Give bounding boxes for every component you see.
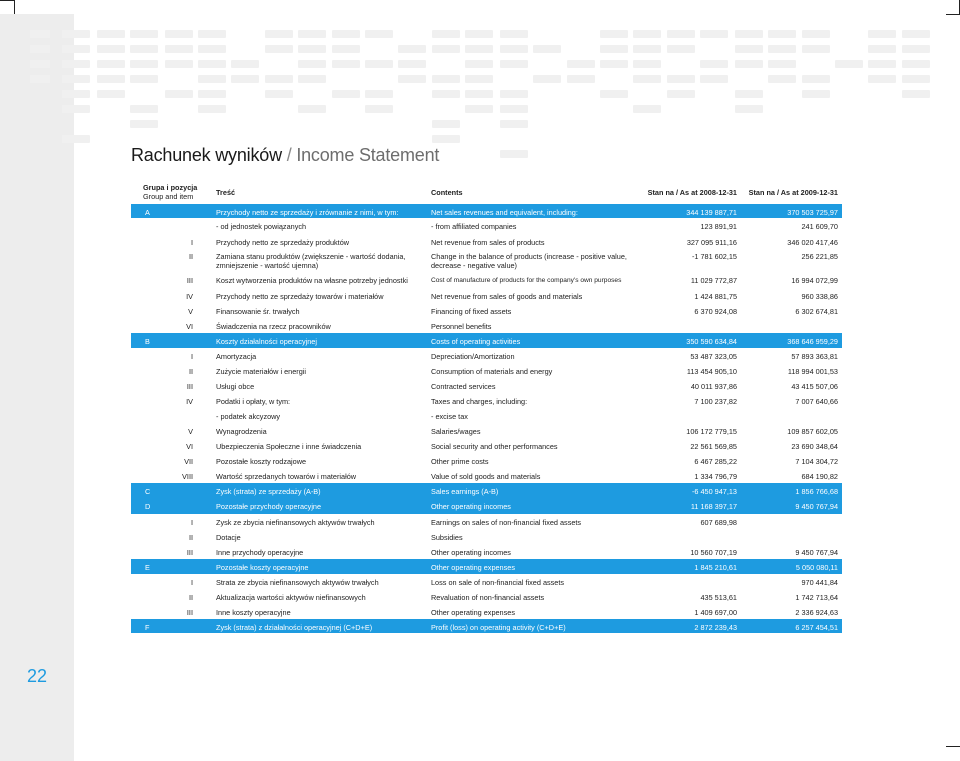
row-value-2009: 6 302 674,81 bbox=[795, 307, 838, 316]
table-row bbox=[131, 378, 842, 393]
row-label-pl: Inne przychody operacyjne bbox=[216, 548, 304, 557]
row-label-pl: Zużycie materiałów i energii bbox=[216, 367, 307, 376]
row-roman: V bbox=[188, 427, 193, 436]
row-roman: III bbox=[186, 276, 193, 285]
row-value-2008: 11 168 397,17 bbox=[690, 502, 737, 511]
row-value-2008: 1 845 210,61 bbox=[694, 563, 737, 572]
row-label-en: Other operating incomes bbox=[431, 502, 511, 511]
row-value-2008: 1 409 697,00 bbox=[694, 608, 737, 617]
row-label-en: Net revenue from sales of products bbox=[431, 238, 545, 247]
row-label-en: Earnings on sales of non-financial fixed assets bbox=[431, 518, 582, 527]
row-roman: I bbox=[190, 238, 193, 247]
header-content-pl: Treść bbox=[216, 188, 236, 197]
row-label-pl: Przychody netto ze sprzedaży produktów bbox=[216, 238, 350, 247]
row-value-2009: 1 856 766,68 bbox=[795, 487, 838, 496]
row-roman: IV bbox=[186, 292, 193, 301]
table-row bbox=[131, 348, 842, 363]
row-roman: III bbox=[186, 548, 193, 557]
row-roman: II bbox=[188, 367, 193, 376]
table-row bbox=[131, 408, 842, 423]
row-label-pl: Ubezpieczenia Społeczne i inne świadczenia bbox=[216, 442, 362, 451]
row-label-pl: Koszty działalności operacyjnej bbox=[216, 337, 317, 346]
row-value-2008: 53 487 323,05 bbox=[690, 352, 737, 361]
page-title bbox=[131, 145, 439, 166]
row-roman: II bbox=[188, 533, 193, 542]
table-row bbox=[131, 272, 842, 288]
title-english: Income Statement bbox=[296, 145, 440, 165]
row-label-en: Loss on sale of non-financial fixed assets bbox=[431, 578, 565, 587]
row-roman: I bbox=[190, 578, 193, 587]
income-statement-table bbox=[131, 183, 842, 633]
row-label-pl: Koszt wytworzenia produktów na własne potrzeby jednostki bbox=[216, 276, 408, 285]
row-label-en: Net revenue from sales of goods and materials bbox=[431, 292, 583, 301]
crop-mark-bottom-right bbox=[946, 746, 960, 747]
title-polish: Rachunek wyników bbox=[131, 145, 282, 165]
row-label-en: - from affiliated companies bbox=[431, 222, 517, 231]
row-label-en: Financing of fixed assets bbox=[431, 307, 512, 316]
row-label-en: Subsidies bbox=[431, 533, 463, 542]
row-value-2009: 346 020 417,46 bbox=[787, 238, 838, 247]
row-value-2009: 9 450 767,94 bbox=[795, 548, 838, 557]
row-value-2009: 57 893 363,81 bbox=[791, 352, 838, 361]
table-row bbox=[131, 248, 842, 272]
header-content-en: Contents bbox=[431, 188, 463, 197]
row-label-en: Other prime costs bbox=[431, 457, 489, 466]
row-label-pl: Amortyzacja bbox=[216, 352, 257, 361]
row-label-pl: Przychody netto ze sprzedaży i zrównanie z nimi, w tym: bbox=[216, 208, 399, 217]
row-label-pl: Świadczenia na rzecz pracowników bbox=[216, 322, 331, 331]
row-label-pl: Zysk (strata) ze sprzedaży (A-B) bbox=[216, 487, 321, 496]
row-value-2008: 2 872 239,43 bbox=[694, 623, 737, 632]
table-row bbox=[131, 574, 842, 589]
row-value-2008: 344 139 887,71 bbox=[686, 208, 737, 217]
row-value-2009: 9 450 767,94 bbox=[795, 502, 838, 511]
row-label-en: Other operating incomes bbox=[431, 548, 511, 557]
row-label-pl: Finansowanie śr. trwałych bbox=[216, 307, 300, 316]
table-row bbox=[131, 589, 842, 604]
row-label-en: Other operating expenses bbox=[431, 608, 515, 617]
row-value-2009: 23 690 348,64 bbox=[791, 442, 838, 451]
row-label-pl: Zysk ze zbycia niefinansowych aktywów trwałych bbox=[216, 518, 375, 527]
row-value-2009: 960 338,86 bbox=[801, 292, 838, 301]
row-letter: D bbox=[145, 502, 151, 511]
table-row bbox=[131, 604, 842, 619]
row-label-en: Net sales revenues and equivalent, including: bbox=[431, 208, 578, 217]
row-label-pl: Inne koszty operacyjne bbox=[216, 608, 291, 617]
row-label-pl: Zysk (strata) z działalności operacyjnej (C+D+E) bbox=[216, 623, 373, 632]
row-value-2008: 7 100 237,82 bbox=[694, 397, 737, 406]
row-value-2009: 6 257 454,51 bbox=[795, 623, 838, 632]
row-label-en: Cost of manufacture of products for the company's own purposes bbox=[431, 277, 622, 284]
row-roman: VI bbox=[186, 322, 193, 331]
table-row bbox=[131, 363, 842, 378]
row-value-2009: 7 104 304,72 bbox=[795, 457, 838, 466]
table-header bbox=[131, 183, 842, 204]
row-value-2009: 5 050 080,11 bbox=[795, 563, 838, 572]
row-label-en: Value of sold goods and materials bbox=[431, 472, 541, 481]
row-label-pl: Pozostałe koszty operacyjne bbox=[216, 563, 309, 572]
row-label-pl: Pozostałe przychody operacyjne bbox=[216, 502, 322, 511]
table-row bbox=[131, 529, 842, 544]
table-row bbox=[131, 453, 842, 468]
row-letter: A bbox=[145, 208, 150, 217]
row-value-2008: 22 561 569,85 bbox=[690, 442, 737, 451]
row-roman: III bbox=[186, 382, 193, 391]
row-label-pl: - od jednostek powiązanych bbox=[216, 222, 307, 231]
row-value-2009: 43 415 507,06 bbox=[791, 382, 838, 391]
table-row bbox=[131, 204, 842, 218]
row-value-2009: 7 007 640,66 bbox=[795, 397, 838, 406]
row-value-2009: 2 336 924,63 bbox=[795, 608, 838, 617]
table-row bbox=[131, 483, 842, 498]
row-label-pl: Zamiana stanu produktów (zwiększenie - wartość dodania, zmniejszenie - wartość ujemna) bbox=[216, 252, 406, 270]
row-value-2009: 16 994 072,99 bbox=[791, 276, 838, 285]
table-body bbox=[131, 204, 842, 633]
row-label-en: Social security and other performances bbox=[431, 442, 558, 451]
row-value-2008: 6 370 924,08 bbox=[694, 307, 737, 316]
row-label-en: Salaries/wages bbox=[431, 427, 481, 436]
row-value-2008: 1 424 881,75 bbox=[694, 292, 737, 301]
header-col-2009: Stan na / As at 2009-12-31 bbox=[748, 188, 838, 197]
row-letter: B bbox=[145, 337, 150, 346]
row-label-pl: Wartość sprzedanych towarów i materiałów bbox=[216, 472, 357, 481]
row-value-2008: 11 029 772,87 bbox=[690, 276, 737, 285]
row-value-2008: 10 560 707,19 bbox=[690, 548, 737, 557]
row-label-en: Personnel benefits bbox=[431, 322, 492, 331]
row-value-2008: 327 095 911,16 bbox=[686, 238, 737, 247]
row-roman: I bbox=[190, 352, 193, 361]
table-row bbox=[131, 333, 842, 348]
table-row bbox=[131, 559, 842, 574]
row-label-pl: Aktualizacja wartości aktywów niefinansowych bbox=[216, 593, 366, 602]
table-row bbox=[131, 234, 842, 248]
row-value-2008: 106 172 779,15 bbox=[686, 427, 737, 436]
row-value-2009: 1 742 713,64 bbox=[795, 593, 838, 602]
row-roman: II bbox=[188, 252, 193, 261]
row-label-en: Revaluation of non-financial assets bbox=[431, 593, 545, 602]
row-value-2009: 118 994 001,53 bbox=[787, 367, 838, 376]
row-value-2008: 435 513,61 bbox=[700, 593, 737, 602]
row-roman: II bbox=[188, 593, 193, 602]
row-label-pl: Wynagrodzenia bbox=[216, 427, 267, 436]
row-value-2008: 607 689,98 bbox=[700, 518, 737, 527]
row-label-en: Change in the balance of products (increase - positive value, decrease - negative value) bbox=[431, 252, 627, 270]
row-letter: E bbox=[145, 563, 150, 572]
row-label-en: Depreciation/Amortization bbox=[431, 352, 515, 361]
table-row bbox=[131, 438, 842, 453]
row-value-2009: 370 503 725,97 bbox=[787, 208, 838, 217]
row-value-2009: 970 441,84 bbox=[801, 578, 838, 587]
row-value-2008: 350 590 634,84 bbox=[686, 337, 737, 346]
row-label-en: Taxes and charges, including: bbox=[431, 397, 528, 406]
row-roman: IV bbox=[186, 397, 193, 406]
table-row bbox=[131, 498, 842, 514]
page-number: 22 bbox=[26, 666, 48, 686]
table-row bbox=[131, 468, 842, 483]
table-row bbox=[131, 619, 842, 633]
table-row bbox=[131, 544, 842, 559]
row-letter: C bbox=[145, 487, 151, 496]
row-label-en: Other operating expenses bbox=[431, 563, 515, 572]
table-row bbox=[131, 514, 842, 529]
title-separator: / bbox=[286, 145, 292, 165]
row-label-en: Profit (loss) on operating activity (C+D+E) bbox=[431, 623, 566, 632]
row-letter: F bbox=[145, 623, 150, 632]
row-value-2008: -6 450 947,13 bbox=[691, 487, 737, 496]
row-label-en: - excise tax bbox=[431, 412, 468, 421]
row-label-pl: Dotacje bbox=[216, 533, 241, 542]
table-row bbox=[131, 288, 842, 303]
row-label-pl: Strata ze zbycia niefinansowych aktywów trwałych bbox=[216, 578, 379, 587]
table-row bbox=[131, 303, 842, 318]
row-value-2009: 368 646 959,29 bbox=[787, 337, 838, 346]
table-row bbox=[131, 218, 842, 234]
header-group-pl: Grupa i pozycja bbox=[143, 183, 198, 192]
row-label-en: Consumption of materials and energy bbox=[431, 367, 553, 376]
header-group-en: Group and item bbox=[143, 192, 194, 201]
row-value-2008: 123 891,91 bbox=[700, 222, 737, 231]
table-row bbox=[131, 423, 842, 438]
row-value-2009: 684 190,82 bbox=[801, 472, 838, 481]
row-roman: VII bbox=[184, 457, 193, 466]
row-label-en: Contracted services bbox=[431, 382, 496, 391]
row-label-pl: Przychody netto ze sprzedaży towarów i materiałów bbox=[216, 292, 384, 301]
table-row bbox=[131, 318, 842, 333]
row-label-en: Costs of operating activities bbox=[431, 337, 521, 346]
row-roman: VI bbox=[186, 442, 193, 451]
row-value-2009: 109 857 602,05 bbox=[787, 427, 838, 436]
header-col-2008: Stan na / As at 2008-12-31 bbox=[647, 188, 737, 197]
row-roman: VIII bbox=[182, 472, 193, 481]
row-value-2008: 113 454 905,10 bbox=[686, 367, 737, 376]
table-row bbox=[131, 393, 842, 408]
row-roman: I bbox=[190, 518, 193, 527]
row-value-2008: 1 334 796,79 bbox=[694, 472, 737, 481]
row-value-2008: -1 781 602,15 bbox=[691, 252, 737, 261]
row-label-pl: - podatek akcyzowy bbox=[216, 412, 281, 421]
row-label-pl: Podatki i opłaty, w tym: bbox=[216, 397, 291, 406]
row-roman: III bbox=[186, 608, 193, 617]
row-value-2009: 256 221,85 bbox=[801, 252, 838, 261]
row-label-en: Sales earnings (A-B) bbox=[431, 487, 499, 496]
row-roman: V bbox=[188, 307, 193, 316]
row-value-2009: 241 609,70 bbox=[801, 222, 838, 231]
row-value-2008: 6 467 285,22 bbox=[694, 457, 737, 466]
row-label-pl: Pozostałe koszty rodzajowe bbox=[216, 457, 307, 466]
row-value-2008: 40 011 937,86 bbox=[690, 382, 737, 391]
row-label-pl: Usługi obce bbox=[216, 382, 255, 391]
